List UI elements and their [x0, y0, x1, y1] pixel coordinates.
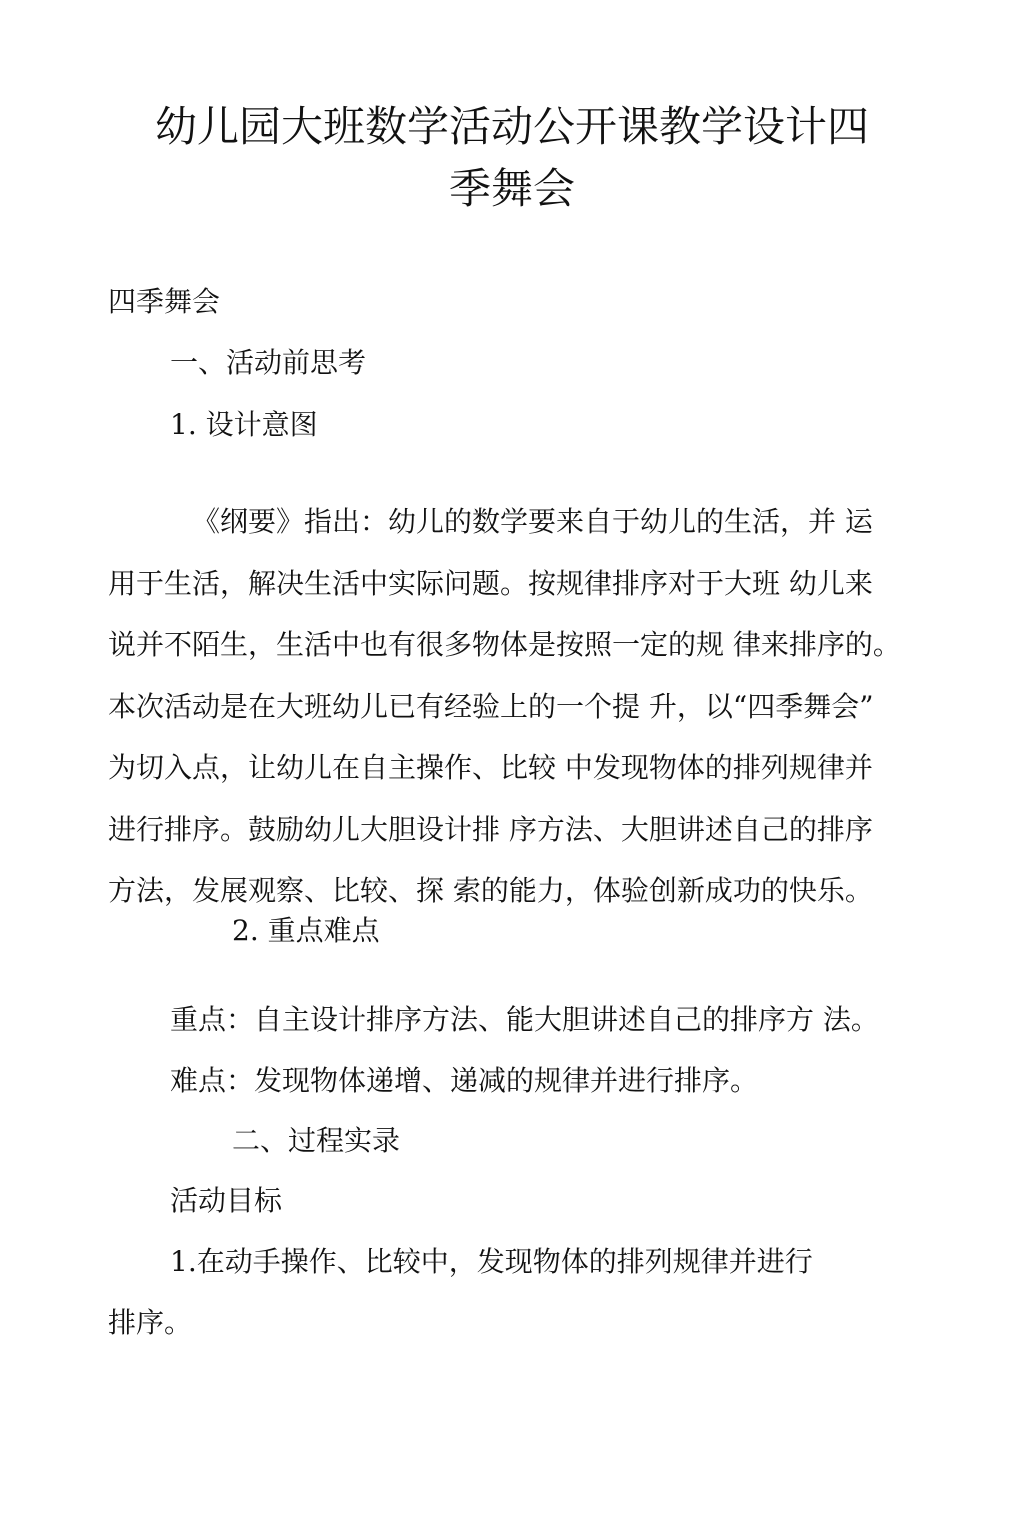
section-heading-2: 二、过程实录: [232, 1124, 401, 1157]
goal-heading: 活动目标: [170, 1184, 283, 1217]
paragraph-line: 说并不陌生，生活中也有很多物体是按照一定的规 律来排序的。: [108, 628, 901, 661]
section-heading-1: 一、活动前思考: [170, 346, 367, 379]
subtitle: 四季舞会: [108, 285, 221, 318]
paragraph-line: 本次活动是在大班幼儿已有经验上的一个提 升，以“四季舞会”: [108, 689, 874, 723]
document-title: [100, 96, 924, 220]
goal-1-line-2: 排序。: [108, 1306, 193, 1339]
item-heading-key-points: 2. 重点难点: [232, 914, 380, 947]
paragraph-line: 进行排序。鼓励幼儿大胆设计排 序方法、大胆讲述自己的排序: [108, 812, 873, 846]
difficulty-text: 难点：发现物体递增、递减的规律并进行排序。: [170, 1064, 759, 1097]
item-heading-design-intent: 1. 设计意图: [170, 408, 318, 441]
paragraph-line: 用于生活，解决生活中实际问题。按规律排序对于大班 幼儿来: [108, 566, 873, 600]
goal-1-line-1: 1.在动手操作、比较中，发现物体的排列规律并进行: [170, 1245, 813, 1278]
paragraph-line: 《纲要》指出：幼儿的数学要来自于幼儿的生活，并 运: [192, 505, 873, 538]
design-intent-paragraph: [108, 491, 928, 922]
key-point-text: 重点：自主设计排序方法、能大胆讲述自己的排序方 法。: [170, 1003, 879, 1036]
title-line-1: 幼儿园大班数学活动公开课教学设计四: [154, 102, 869, 151]
paragraph-line: 为切入点，让幼儿在自主操作、比较 中发现物体的排列规律并: [108, 751, 873, 784]
title-line-2: 季舞会: [448, 164, 575, 213]
paragraph-line: 方法，发展观察、比较、探 索的能力，体验创新成功的快乐。: [108, 874, 873, 907]
